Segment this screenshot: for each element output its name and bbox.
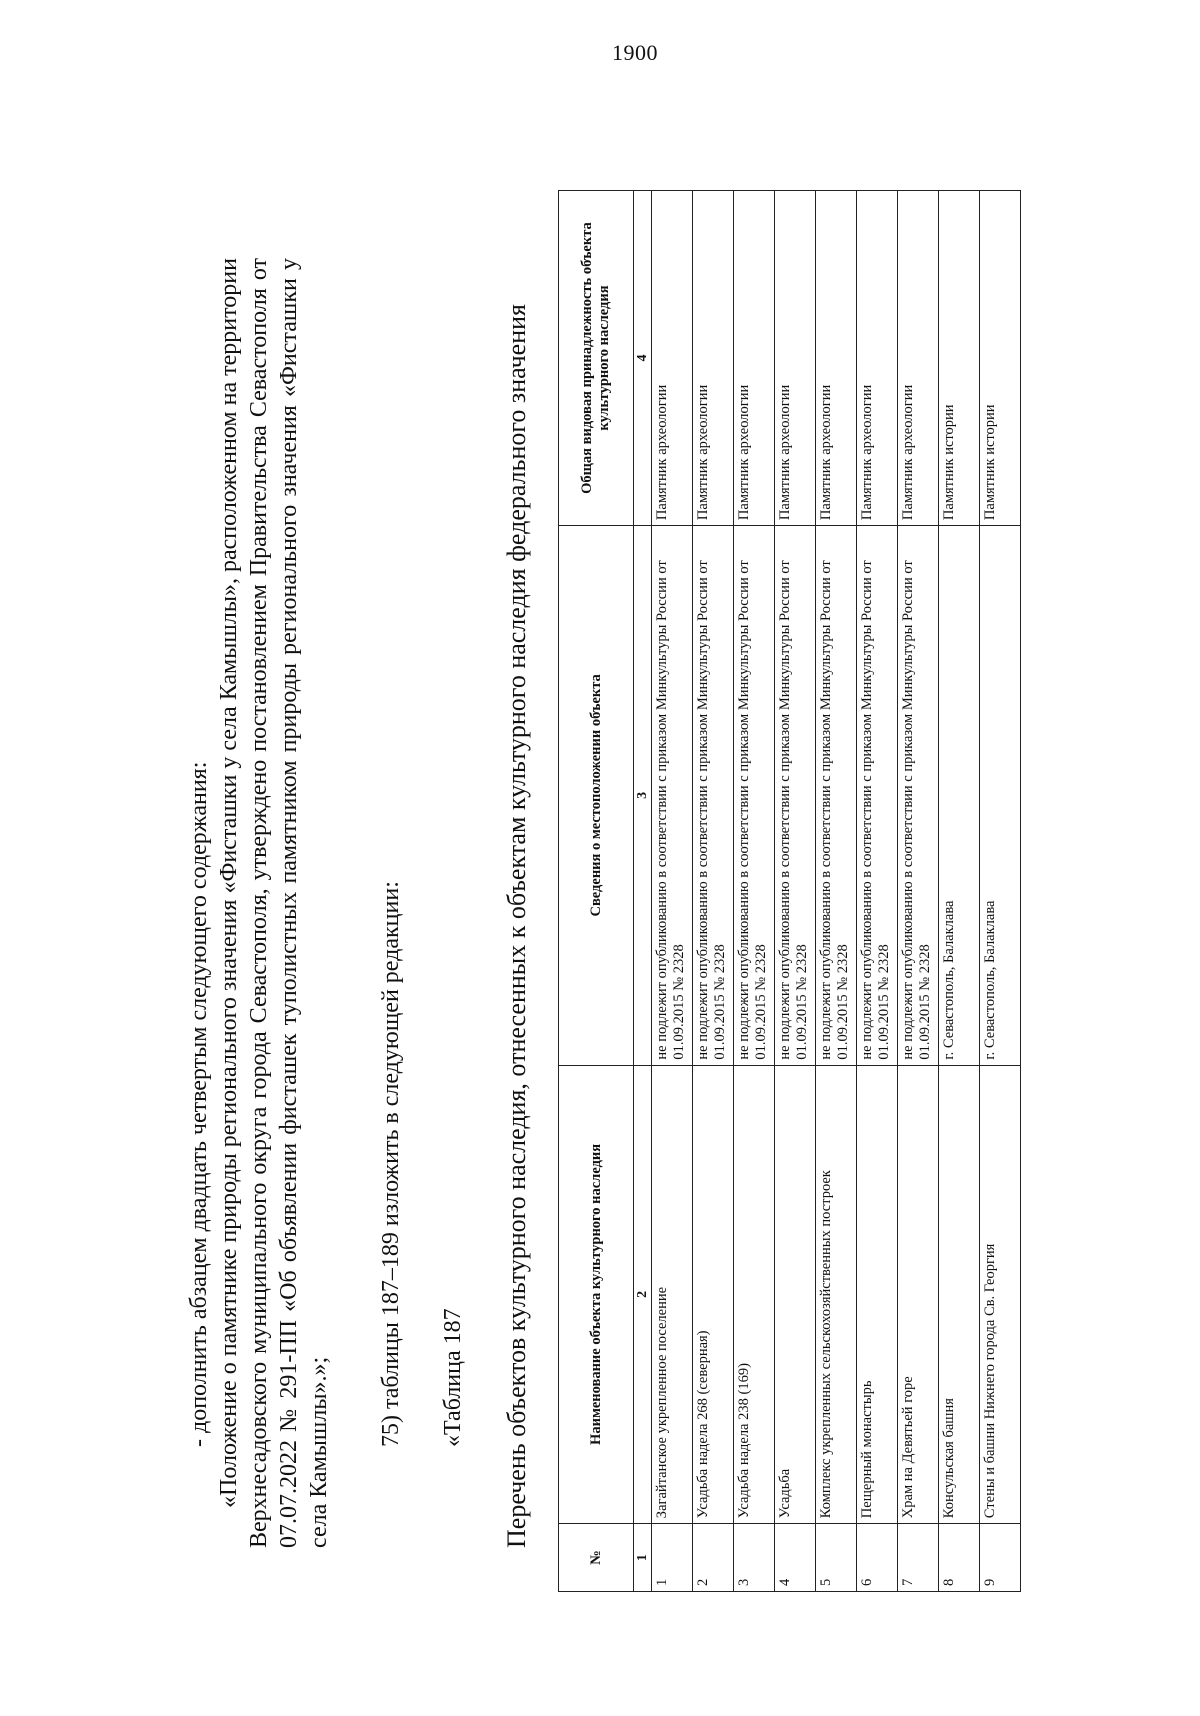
table-row [980,191,1021,1592]
header-location: Сведения о местоположении объекта [559,526,634,1066]
heritage-table [558,190,1021,1592]
paragraph-amendment-intro: - дополнить абзацем двадцать четвертым следующего содержания: [186,761,212,1447]
table-row [734,191,775,1592]
column-number: 3 [634,526,652,1066]
rotated-page-content [176,120,1076,1690]
cell-location: г. Севастополь, Балаклава [980,526,1021,1066]
cell-type: Памятник археологии [816,191,857,526]
cell-type: Памятник археологии [734,191,775,526]
table-row [693,191,734,1592]
column-number: 1 [634,1524,652,1592]
cell-location: не подлежит опубликованию в соответствии с приказом Минкультуры России от 01.09.2015 № 2328 [652,526,693,1066]
cell-location: г. Севастополь, Балаклава [939,526,980,1066]
cell-name: Усадьба [775,1065,816,1524]
table-row [652,191,693,1592]
table-row [816,191,857,1592]
cell-name: Храм на Девятьей горе [898,1065,939,1524]
cell-location: не подлежит опубликованию в соответствии с приказом Минкультуры России от 01.09.2015 № 2328 [857,526,898,1066]
cell-number: 1 [652,1524,693,1592]
cell-name: Консульская башня [939,1065,980,1524]
column-number-row [634,191,652,1592]
table-row [857,191,898,1592]
cell-name: Усадьба надела 238 (169) [734,1065,775,1524]
header-number: № [559,1524,634,1592]
cell-type: Памятник археологии [775,191,816,526]
cell-number: 5 [816,1524,857,1592]
paragraph-regulation-text: «Положение о памятнике природы регионального значения «Фисташки у села Камышлы», расположенном на территории Верхнесадовского муниципального округа города Севастополя, утверждено постановлением Правительства Севастополя от 07.07.2022 № 291-ПП «Об объявлении фисташек туполистных памятником природы регионального значения «Фисташки у села Камышлы».»; [216,258,332,1548]
cell-type: Памятник археологии [693,191,734,526]
header-name: Наименование объекта культурного наследия [559,1065,634,1524]
cell-name: Комплекс укрепленных сельскохозяйственных построек [816,1065,857,1524]
table-header-row [559,191,634,1592]
table-label: «Таблица 187 [440,1308,466,1447]
table-row [939,191,980,1592]
header-type: Общая видовая принадлежность объекта культурного наследия [559,191,634,526]
cell-number: 4 [775,1524,816,1592]
cell-type: Памятник истории [980,191,1021,526]
page-number: 1900 [612,40,658,65]
cell-name: Пещерный монастырь [857,1065,898,1524]
column-number: 4 [634,191,652,526]
cell-type: Памятник археологии [652,191,693,526]
table-row [898,191,939,1592]
cell-number: 6 [857,1524,898,1592]
cell-type: Памятник археологии [898,191,939,526]
cell-name: Стены и башни Нижнего города Св. Георгия [980,1065,1021,1524]
cell-number: 9 [980,1524,1021,1592]
cell-name: Загайтанское укрепленное поселение [652,1065,693,1524]
cell-number: 3 [734,1524,775,1592]
cell-location: не подлежит опубликованию в соответствии с приказом Минкультуры России от 01.09.2015 № 2328 [734,526,775,1066]
table-row [775,191,816,1592]
cell-location: не подлежит опубликованию в соответствии с приказом Минкультуры России от 01.09.2015 № 2328 [775,526,816,1066]
table-title: Перечень объектов культурного наследия, отнесенных к объектам культурного наследия федерального значения [502,303,531,1548]
paragraph-tables-amendment: 75) таблицы 187–189 изложить в следующей редакции: [378,881,404,1447]
cell-location: не подлежит опубликованию в соответствии с приказом Минкультуры России от 01.09.2015 № 2328 [898,526,939,1066]
cell-number: 7 [898,1524,939,1592]
cell-location: не подлежит опубликованию в соответствии с приказом Минкультуры России от 01.09.2015 № 2328 [816,526,857,1066]
cell-type: Памятник археологии [857,191,898,526]
column-number: 2 [634,1065,652,1524]
cell-location: не подлежит опубликованию в соответствии с приказом Минкультуры России от 01.09.2015 № 2328 [693,526,734,1066]
cell-name: Усадьба надела 268 (северная) [693,1065,734,1524]
cell-number: 8 [939,1524,980,1592]
cell-number: 2 [693,1524,734,1592]
cell-type: Памятник истории [939,191,980,526]
